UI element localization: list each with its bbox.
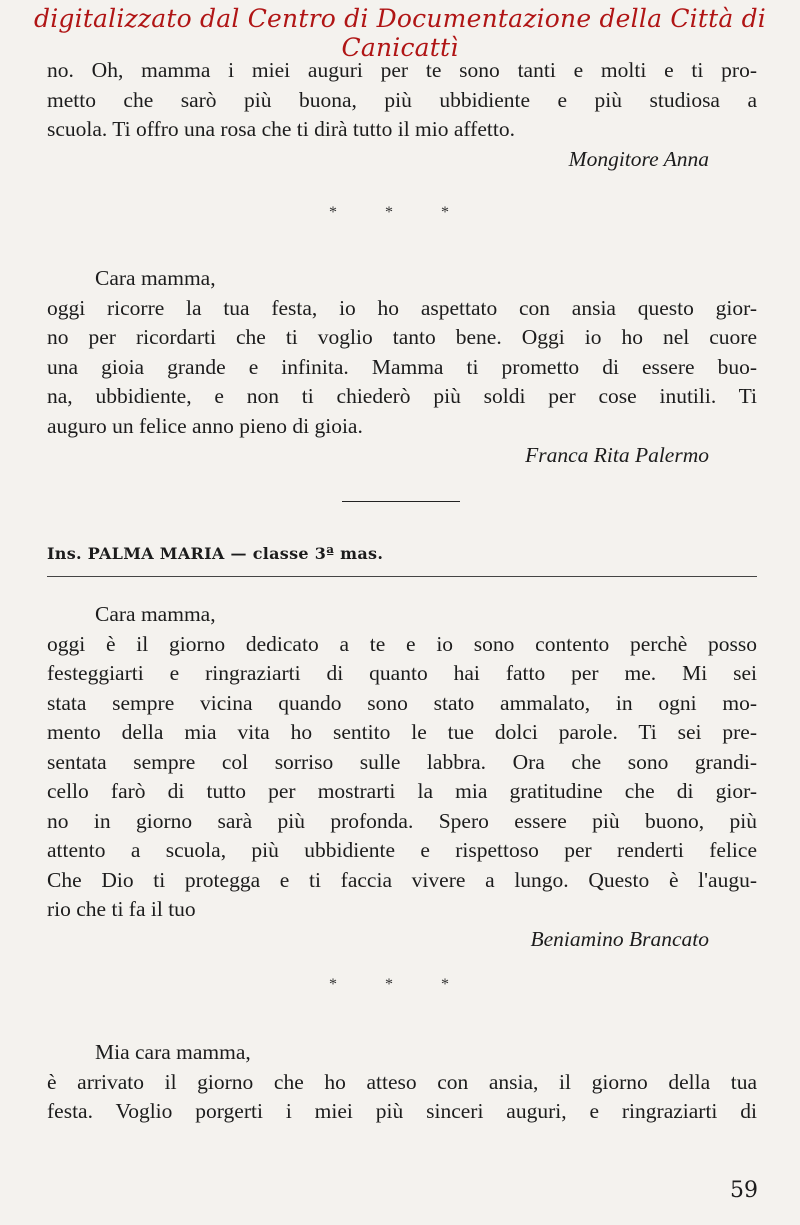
- letter-greeting: Mia cara mamma,: [95, 1040, 251, 1064]
- text-line: festeggiarti e ringraziarti di quanto hai fatto per me. Mi sei: [47, 661, 757, 685]
- text-line: no per ricordarti che ti voglio tanto bene. Oggi io ho nel cuore: [47, 325, 757, 349]
- separator-stars: * * *: [329, 204, 471, 221]
- letter-mongitore-anna: [47, 56, 757, 174]
- text-line: mento della mia vita ho sentito le tue dolci parole. Ti sei pre-: [47, 720, 757, 744]
- class-label: classe 3ª mas.: [252, 544, 384, 563]
- teacher-prefix: Ins.: [47, 544, 82, 563]
- signature: Beniamino Brancato: [530, 926, 709, 951]
- text-line: no. Oh, mamma i miei auguri per te sono tanti e molti e ti pro-: [47, 58, 757, 82]
- text-line: metto che sarò più buona, più ubbidiente e più studiosa a: [47, 87, 757, 112]
- text-line: attento a scuola, più ubbidiente e rispettoso per renderti felice: [47, 838, 757, 862]
- text-line: oggi ricorre la tua festa, io ho aspettato con ansia questo gior-: [47, 295, 757, 320]
- heading-dash: —: [230, 544, 247, 563]
- teacher-name: PALMA MARIA: [87, 544, 225, 563]
- text-line: una gioia grande e infinita. Mamma ti prometto di essere buo-: [47, 354, 757, 379]
- text-line: Che Dio ti protegga e ti faccia vivere a lungo. Questo è l'augu-: [47, 867, 757, 892]
- letter-mia-cara-mamma: [47, 1038, 757, 1127]
- text-line: rio che ti fa il tuo: [47, 897, 196, 921]
- text-line: sentata sempre col sorriso sulle labbra. Ora che sono grandi-: [47, 749, 757, 774]
- letter-franca-rita-palermo: [47, 264, 757, 471]
- heading-rule: [47, 576, 757, 577]
- text-line: oggi è il giorno dedicato a te e io sono contento perchè posso: [47, 631, 757, 656]
- signature: Franca Rita Palermo: [525, 443, 709, 467]
- text-line: no in giorno sarà più profonda. Spero essere più buono, più: [47, 808, 757, 833]
- signature: Mongitore Anna: [568, 146, 709, 171]
- text-line: scuola. Ti offro una rosa che ti dirà tutto il mio affetto.: [47, 117, 515, 141]
- page-number: 59: [730, 1178, 758, 1203]
- text-line: na, ubbidiente, e non ti chiederò più soldi per cose inutili. Ti: [47, 384, 757, 408]
- letter-greeting: Cara mamma,: [95, 266, 216, 290]
- section-heading: [47, 544, 383, 563]
- text-line: stata sempre vicina quando sono stato ammalato, in ogni mo-: [47, 690, 757, 715]
- letter-beniamino-brancato: [47, 600, 757, 954]
- section-divider: [342, 501, 460, 502]
- letter-greeting: Cara mamma,: [95, 602, 216, 626]
- text-line: è arrivato il giorno che ho atteso con ansia, il giorno della tua: [47, 1069, 757, 1094]
- watermark-text: digitalizzato dal Centro di Documentazione della Città di Canicattì: [34, 4, 766, 62]
- text-line: auguro un felice anno pieno di gioia.: [47, 413, 363, 438]
- text-line: cello farò di tutto per mostrarti la mia gratitudine che di gior-: [47, 779, 757, 803]
- text-line: festa. Voglio porgerti i miei più sinceri auguri, e ringraziarti di: [47, 1099, 757, 1123]
- separator-stars: * * *: [329, 976, 471, 993]
